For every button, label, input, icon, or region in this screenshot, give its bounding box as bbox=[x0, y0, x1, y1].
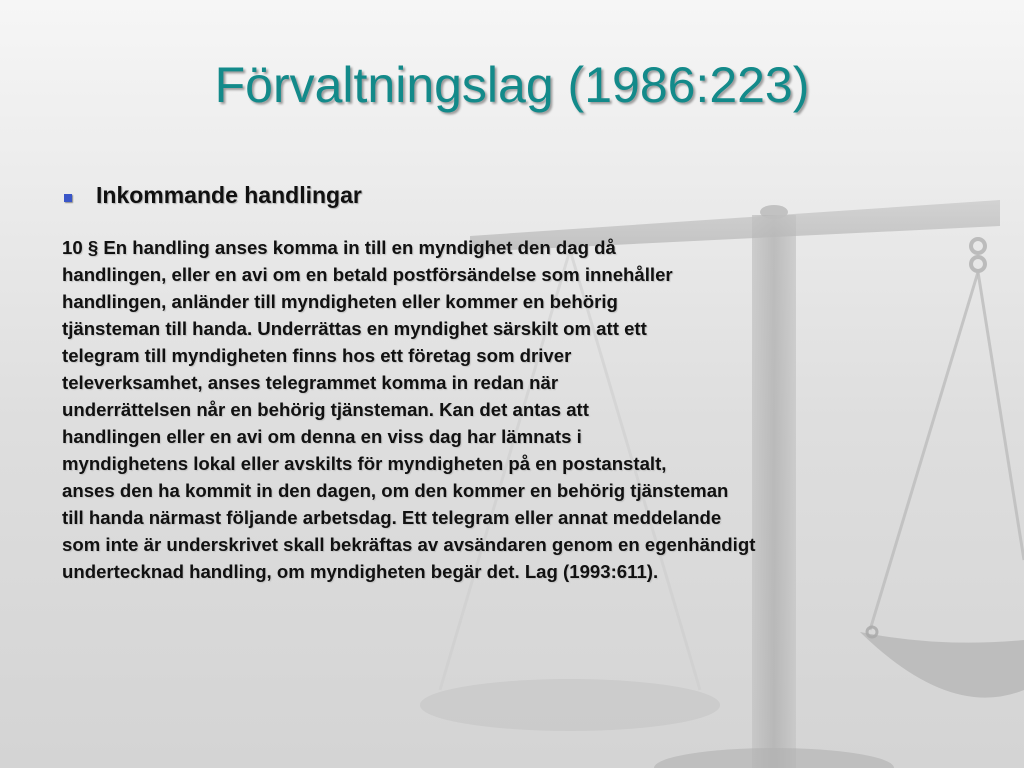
paragraph-line: handlingen, eller en avi om en betald postförsändelse som innehåller bbox=[62, 264, 673, 285]
paragraph-line: televerksamhet, anses telegrammet komma in redan när bbox=[62, 372, 559, 393]
paragraph-line: myndighetens lokal eller avskilts för myndigheten på en postanstalt, bbox=[62, 453, 667, 474]
paragraph-line: som inte är underskrivet skall bekräftas av avsändaren genom en egenhändigt bbox=[62, 534, 756, 555]
paragraph-line: undertecknad handling, om myndigheten begär det. Lag (1993:611). bbox=[62, 561, 659, 582]
bullet-item bbox=[64, 182, 362, 209]
paragraph-line: tjänsteman till handa. Underrättas en myndighet särskilt om att ett bbox=[62, 318, 647, 339]
law-paragraph bbox=[62, 234, 1002, 585]
paragraph-line: till handa närmast följande arbetsdag. Ett telegram eller annat meddelande bbox=[62, 507, 722, 528]
slide-title: Förvaltningslag (1986:223) bbox=[214, 57, 810, 113]
square-bullet-icon bbox=[64, 194, 72, 202]
paragraph-line: 10 § En handling anses komma in till en myndighet den dag då bbox=[62, 237, 616, 258]
paragraph-line: telegram till myndigheten finns hos ett företag som driver bbox=[62, 345, 572, 366]
paragraph-line: handlingen, anländer till myndigheten eller kommer en behörig bbox=[62, 291, 618, 312]
bullet-heading: Inkommande handlingar bbox=[96, 182, 362, 208]
paragraph-line: anses den ha kommit in den dagen, om den kommer en behörig tjänsteman bbox=[62, 480, 729, 501]
paragraph-line: handlingen eller en avi om denna en viss dag har lämnats i bbox=[62, 426, 582, 447]
paragraph-line: underrättelsen når en behörig tjänsteman. Kan det antas att bbox=[62, 399, 589, 420]
